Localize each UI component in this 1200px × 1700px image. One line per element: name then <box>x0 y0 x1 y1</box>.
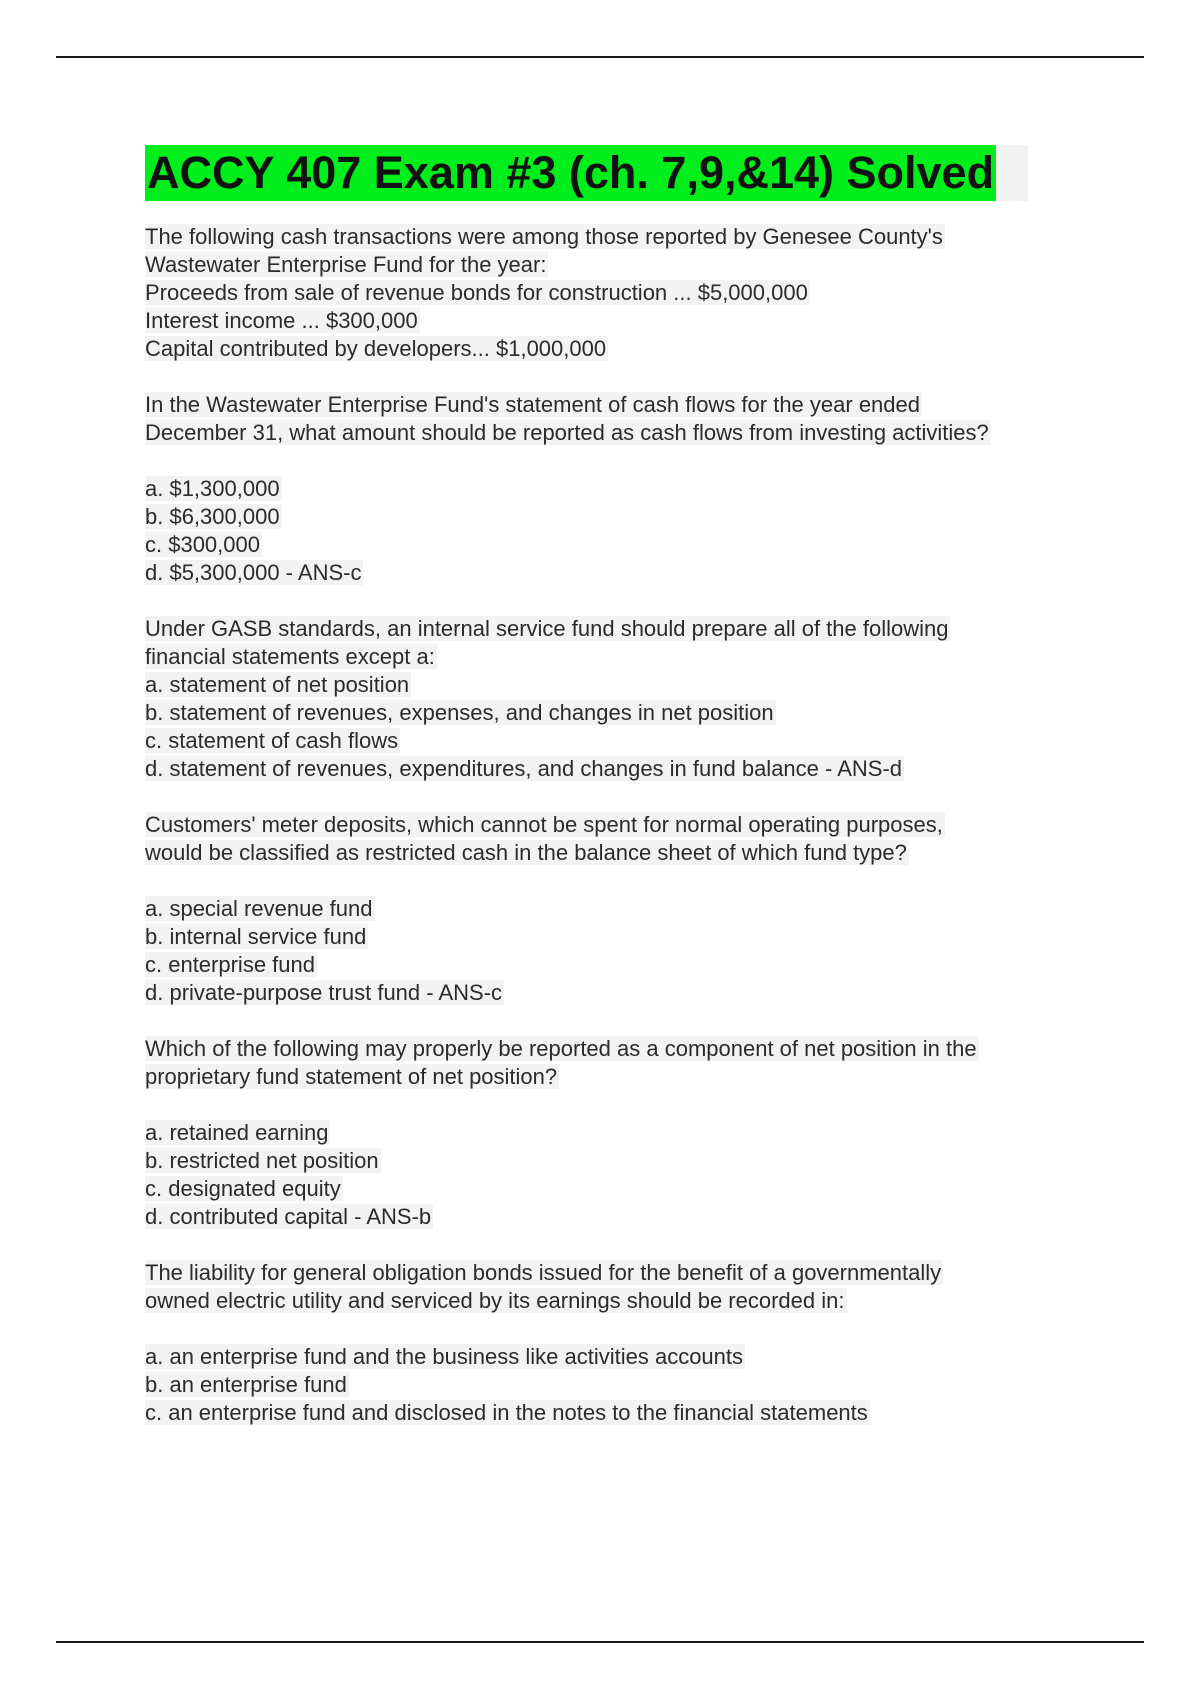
question-3-options <box>145 895 1085 1007</box>
document-body <box>145 145 1085 1455</box>
question-2 <box>145 615 1085 783</box>
text-line: Which of the following may properly be reported as a component of net position in the <box>145 1036 977 1061</box>
question-5-options <box>145 1343 1085 1427</box>
text-line: The liability for general obligation bonds issued for the benefit of a governmentally <box>145 1260 942 1285</box>
text-line: December 31, what amount should be reported as cash flows from investing activities? <box>145 420 989 445</box>
question-4-options <box>145 1119 1085 1231</box>
text-line: financial statements except a: <box>145 644 435 669</box>
question-1-options <box>145 475 1085 587</box>
option-line: c. designated equity <box>145 1176 341 1201</box>
option-line: d. $5,300,000 - ANS-c <box>145 560 362 585</box>
text-line: owned electric utility and serviced by its earnings should be recorded in: <box>145 1288 845 1313</box>
option-line: d. private-purpose trust fund - ANS-c <box>145 980 503 1005</box>
footer-rule <box>56 1641 1144 1643</box>
text-line: Interest income ... $300,000 <box>145 308 418 333</box>
question-1-prompt <box>145 391 1085 447</box>
text-line: The following cash transactions were among those reported by Genesee County's <box>145 224 943 249</box>
option-line: b. an enterprise fund <box>145 1372 347 1397</box>
option-line: a. special revenue fund <box>145 896 373 921</box>
question-4-prompt <box>145 1035 1085 1091</box>
text-line: Under GASB standards, an internal service fund should prepare all of the following <box>145 616 949 641</box>
option-line: a. $1,300,000 <box>145 476 280 501</box>
option-line: c. $300,000 <box>145 532 260 557</box>
text-line: Customers' meter deposits, which cannot be spent for normal operating purposes, <box>145 812 943 837</box>
option-line: c. an enterprise fund and disclosed in the notes to the financial statements <box>145 1400 868 1425</box>
title-container <box>145 145 1028 201</box>
header-rule <box>56 56 1144 58</box>
option-line: a. retained earning <box>145 1120 329 1145</box>
option-line: c. statement of cash flows <box>145 728 399 753</box>
option-line: b. internal service fund <box>145 924 367 949</box>
document-title: ACCY 407 Exam #3 (ch. 7,9,&14) Solved <box>145 145 996 201</box>
question-5-prompt <box>145 1259 1085 1315</box>
question-3-prompt <box>145 811 1085 867</box>
option-line: d. contributed capital - ANS-b <box>145 1204 432 1229</box>
option-line: b. restricted net position <box>145 1148 379 1173</box>
text-line: would be classified as restricted cash in the balance sheet of which fund type? <box>145 840 907 865</box>
option-line: c. enterprise fund <box>145 952 315 977</box>
text-line: Proceeds from sale of revenue bonds for construction ... $5,000,000 <box>145 280 808 305</box>
text-line: Capital contributed by developers... $1,000,000 <box>145 336 607 361</box>
text-line: proprietary fund statement of net position? <box>145 1064 558 1089</box>
option-line: b. statement of revenues, expenses, and changes in net position <box>145 700 774 725</box>
option-line: a. statement of net position <box>145 672 410 697</box>
option-line: a. an enterprise fund and the business like activities accounts <box>145 1344 744 1369</box>
text-line: In the Wastewater Enterprise Fund's statement of cash flows for the year ended <box>145 392 920 417</box>
option-line: d. statement of revenues, expenditures, and changes in fund balance - ANS-d <box>145 756 903 781</box>
question-1-stem <box>145 223 1085 363</box>
option-line: b. $6,300,000 <box>145 504 280 529</box>
text-line: Wastewater Enterprise Fund for the year: <box>145 252 547 277</box>
